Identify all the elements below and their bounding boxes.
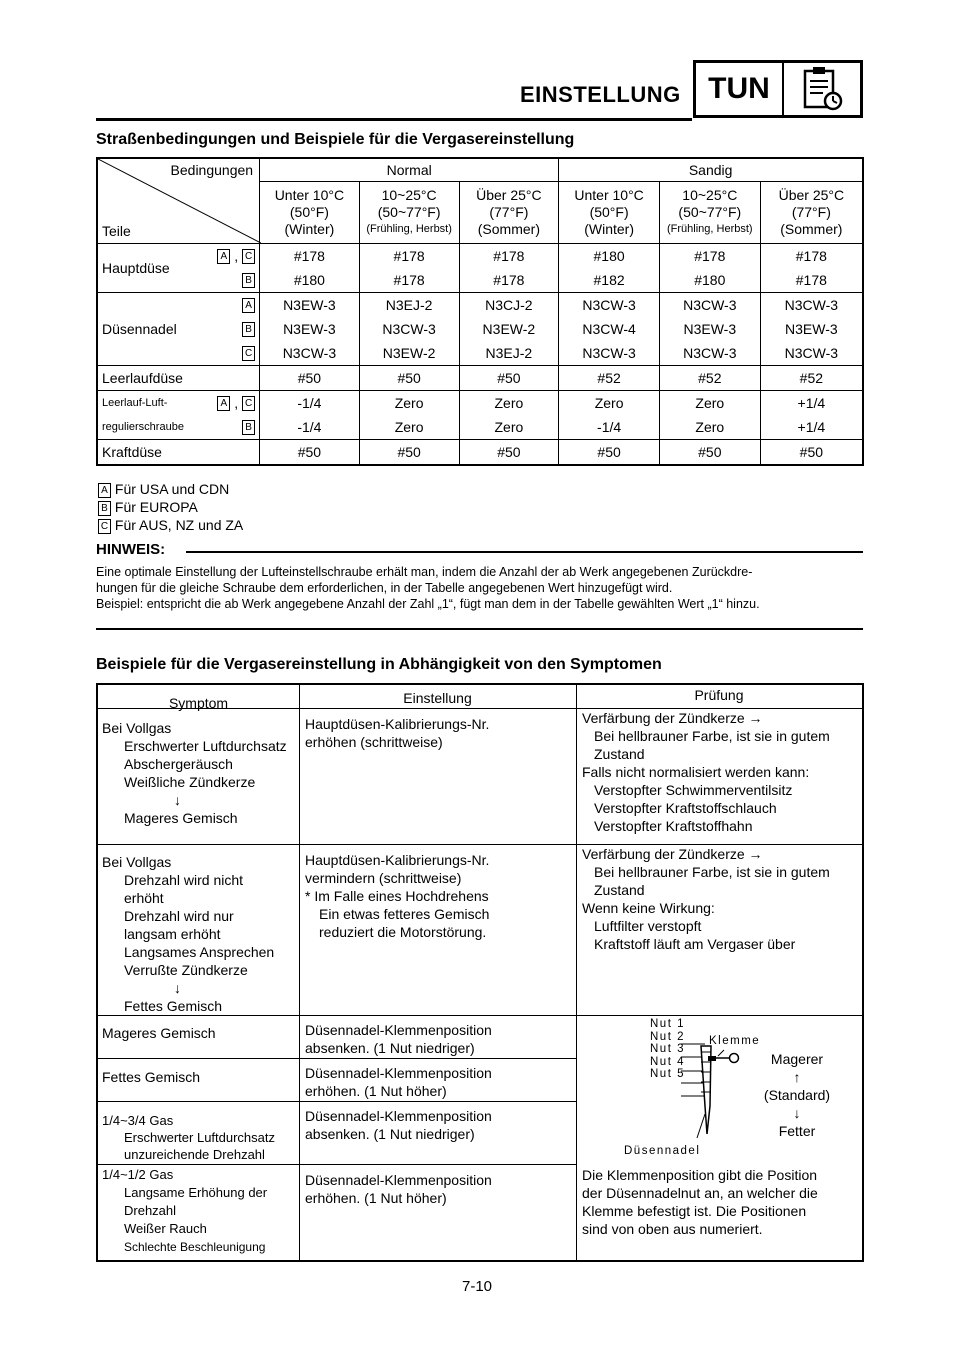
- adjustment-cell: Düsennadel-Klemmenposition absenken. (1 Nut niedriger): [305, 1108, 492, 1142]
- region-legend: [98, 480, 243, 534]
- adjustment-cell: Düsennadel-Klemmenposition erhöhen. (1 Nut höher): [305, 1172, 492, 1206]
- table-cell: N3CJ-2: [459, 293, 559, 318]
- row-label-hauptduese: Hauptdüse: [97, 244, 203, 293]
- symptom-cell: Mageres Gemisch: [102, 1025, 216, 1041]
- table-cell: #178: [359, 268, 459, 293]
- carburetor-settings-table: [96, 157, 864, 466]
- table-cell: #180: [559, 244, 660, 269]
- section-title-road-conditions: Straßenbedingungen und Beispiele für die Vergasereinstellung: [96, 131, 575, 148]
- section-badge-label: TUN: [696, 63, 784, 115]
- header-rule: [96, 118, 692, 121]
- table-cell: N3CW-3: [260, 341, 360, 366]
- region-key-b: B: [203, 317, 260, 341]
- legend-item: C Für AUS, NZ und ZA: [98, 516, 243, 534]
- note-end-rule: [96, 628, 863, 630]
- table-cell: #178: [760, 268, 863, 293]
- region-key-ac: A , C: [203, 391, 260, 416]
- table-corner-cell: [97, 158, 260, 244]
- table-cell: #50: [359, 366, 459, 391]
- check-cell: Verfärbung der Zündkerze → Bei hellbrauner Farbe, ist sie in gutem Zustand Falls nicht normalisiert werden kann: Verstopfter Schwimmerventilsitz Verstopfter Kraftstoffschlauch Verstopfter Kraftstoffhahn: [582, 710, 830, 834]
- table-cell: Zero: [559, 391, 660, 416]
- table-cell: #178: [659, 244, 760, 269]
- table-cell: #50: [260, 440, 360, 466]
- adjustment-cell: Düsennadel-Klemmenposition erhöhen. (1 Nut höher): [305, 1065, 492, 1099]
- note-rule: [186, 551, 863, 553]
- column-header-adjustment: Einstellung: [403, 690, 472, 706]
- column-header: 10~25°C (50~77°F) (Frühling, Herbst): [359, 182, 459, 244]
- symptom-cell: Fettes Gemisch: [102, 1069, 201, 1085]
- legend-item: A Für USA und CDN: [98, 480, 243, 498]
- table-cell: #50: [459, 366, 559, 391]
- symptom-cell: 1/4~1/2 Gas Langsame Erhöhung der Drehzahl Weißer Rauch Schlechte Beschleunigung: [102, 1167, 268, 1254]
- table-cell: Zero: [659, 415, 760, 440]
- table-cell: Zero: [359, 415, 459, 440]
- table-cell: N3EW-3: [260, 317, 360, 341]
- table-cell: #52: [659, 366, 760, 391]
- symptom-table: [96, 683, 864, 1262]
- table-cell: N3CW-3: [760, 341, 863, 366]
- table-cell: N3EW-3: [260, 293, 360, 318]
- group-header-sandig: Sandig: [559, 158, 863, 182]
- section-badge: [693, 60, 863, 118]
- page-header-title: EINSTELLUNG: [520, 82, 681, 107]
- column-header: Unter 10°C (50°F) (Winter): [260, 182, 360, 244]
- corner-label-conditions: Bedingungen: [170, 162, 254, 178]
- column-header: 10~25°C (50~77°F) (Frühling, Herbst): [659, 182, 760, 244]
- table-cell: N3CW-3: [659, 293, 760, 318]
- table-cell: N3CW-3: [784, 296, 839, 313]
- adjustment-cell: Hauptdüsen-Kalibrierungs-Nr. erhöhen (schrittweise): [305, 716, 490, 750]
- check-cell: Verfärbung der Zündkerze → Bei hellbrauner Farbe, ist sie in gutem Zustand Wenn keine Wirkung: Luftfilter verstopft Kraftstoff läuft am Vergaser über: [582, 846, 830, 952]
- adjustment-cell: Hauptdüsen-Kalibrierungs-Nr. vermindern (schrittweise) * Im Falle eines Hochdrehens Ein etwas fetteres Gemisch reduziert die Motorstörung.: [305, 852, 490, 940]
- legend-item: B Für EUROPA: [98, 498, 243, 516]
- table-cell: -1/4: [559, 415, 660, 440]
- adjustment-cell: Düsennadel-Klemmenposition absenken. (1 Nut niedriger): [305, 1022, 492, 1056]
- column-header: Über 25°C (77°F) (Sommer): [760, 182, 863, 244]
- table-cell: N3EJ-2: [359, 293, 459, 318]
- row-label-duesennadel: Düsennadel: [97, 293, 203, 366]
- table-cell: N3EW-2: [459, 317, 559, 341]
- table-cell: #50: [799, 443, 824, 460]
- table-cell: +1/4: [760, 415, 863, 440]
- table-cell: N3EJ-2: [459, 341, 559, 366]
- corner-label-parts: Teile: [102, 223, 131, 239]
- clip-label: Klemme: [709, 1035, 761, 1047]
- symptom-cell: 1/4~3/4 Gas Erschwerter Luftdurchsatz unzureichende Drehzahl: [102, 1113, 276, 1162]
- column-header: Über 25°C (77°F) (Sommer): [459, 182, 559, 244]
- region-key-b: B: [203, 268, 260, 293]
- table-cell: #50: [559, 440, 660, 466]
- table-cell: #52: [760, 366, 863, 391]
- page-number: 7-10: [462, 1278, 493, 1295]
- table-cell: #50: [260, 366, 360, 391]
- table-cell: #180: [659, 268, 760, 293]
- down-arrow-icon: ↓: [793, 1105, 801, 1121]
- table-cell: Zero: [459, 391, 559, 416]
- table-cell: N3EW-2: [359, 341, 459, 366]
- column-header-symptom: Symptom: [168, 695, 229, 711]
- groove-labels: Nut 1 Nut 2 Nut 3 Nut 4 Nut 5: [650, 1018, 685, 1080]
- table-cell: Zero: [359, 391, 459, 416]
- row-label-leerlaufduese: Leerlaufdüse: [97, 366, 260, 391]
- group-header-normal: Normal: [260, 158, 559, 182]
- table-cell: #178: [260, 244, 360, 269]
- table-cell: N3CW-3: [559, 293, 660, 318]
- table-cell: #50: [459, 440, 559, 466]
- region-key-ac: A , C: [203, 244, 260, 269]
- table-cell: #180: [260, 268, 360, 293]
- symptom-cell: Bei Vollgas Drehzahl wird nicht erhöht Drehzahl wird nur langsam erhöht Langsames Ansprechen Verrußte Zündkerze ↓ Fettes Gemisch: [102, 854, 275, 1014]
- table-cell: Zero: [459, 415, 559, 440]
- table-cell: N3CW-3: [359, 317, 459, 341]
- clip-position-note: Die Klemmenposition gibt die Position der Düsennadelnut an, an welcher die Klemme befestigt ist. Die Positionen sind von oben aus numeriert.: [582, 1167, 818, 1237]
- table-cell: N3CW-3: [659, 341, 760, 366]
- table-cell: Zero: [659, 391, 760, 416]
- clipboard-stopwatch-icon: [784, 63, 860, 115]
- table-cell: N3EW-3: [785, 320, 838, 337]
- column-header: Unter 10°C (50°F) (Winter): [559, 182, 660, 244]
- region-key-b: B: [203, 415, 260, 440]
- note-text: Eine optimale Einstellung der Lufteinstellschraube erhält man, indem die Anzahl der ab Werk angegebenen Zurückdre- hungen für die gleiche Schraube dem erforderlichen, in der Tabelle angegebenen Wert hinzugefügt wird. Beispiel: entspricht die ab Werk angegebene Anzahl der Zahl „1“, fügt man dem in der Tabelle gewählten Wert „1“ hinzu.: [96, 565, 760, 611]
- table-cell: N3CW-3: [559, 341, 660, 366]
- symptom-cell: Bei Vollgas Erschwerter Luftdurchsatz Abschergeräusch Weißliche Zündkerze ↓ Mageres Gemisch: [102, 720, 287, 826]
- region-key-a: A: [203, 293, 260, 318]
- table-cell: #178: [459, 244, 559, 269]
- table-cell: #178: [359, 244, 459, 269]
- region-key-c: C: [203, 341, 260, 366]
- up-arrow-icon: ↑: [793, 1069, 801, 1085]
- table-cell: #178: [795, 247, 827, 264]
- needle-clip-diagram: [577, 1016, 862, 1166]
- table-cell: #182: [559, 268, 660, 293]
- table-cell: +1/4: [797, 394, 826, 411]
- table-cell: #52: [559, 366, 660, 391]
- table-cell: #50: [659, 440, 760, 466]
- table-cell: N3EW-3: [659, 317, 760, 341]
- needle-label: Düsennadel: [624, 1145, 701, 1157]
- table-cell: -1/4: [260, 391, 360, 416]
- table-cell: #50: [359, 440, 459, 466]
- table-cell: #178: [459, 268, 559, 293]
- note-heading: HINWEIS:: [96, 541, 166, 558]
- row-label-kraftduese: Kraftdüse: [97, 440, 260, 466]
- row-label-luftschraube-2: regulierschraube: [97, 415, 203, 440]
- table-cell: -1/4: [260, 415, 360, 440]
- column-header-check: Prüfung: [694, 687, 744, 703]
- row-label-luftschraube-1: Leerlauf-Luft-: [102, 396, 168, 409]
- direction-scale: Magerer ↑ (Standard) ↓ Fetter: [747, 1050, 847, 1140]
- section-title-symptoms: Beispiele für die Vergasereinstellung in Abhängigkeit von den Symptomen: [96, 656, 662, 673]
- table-cell: N3CW-4: [559, 317, 660, 341]
